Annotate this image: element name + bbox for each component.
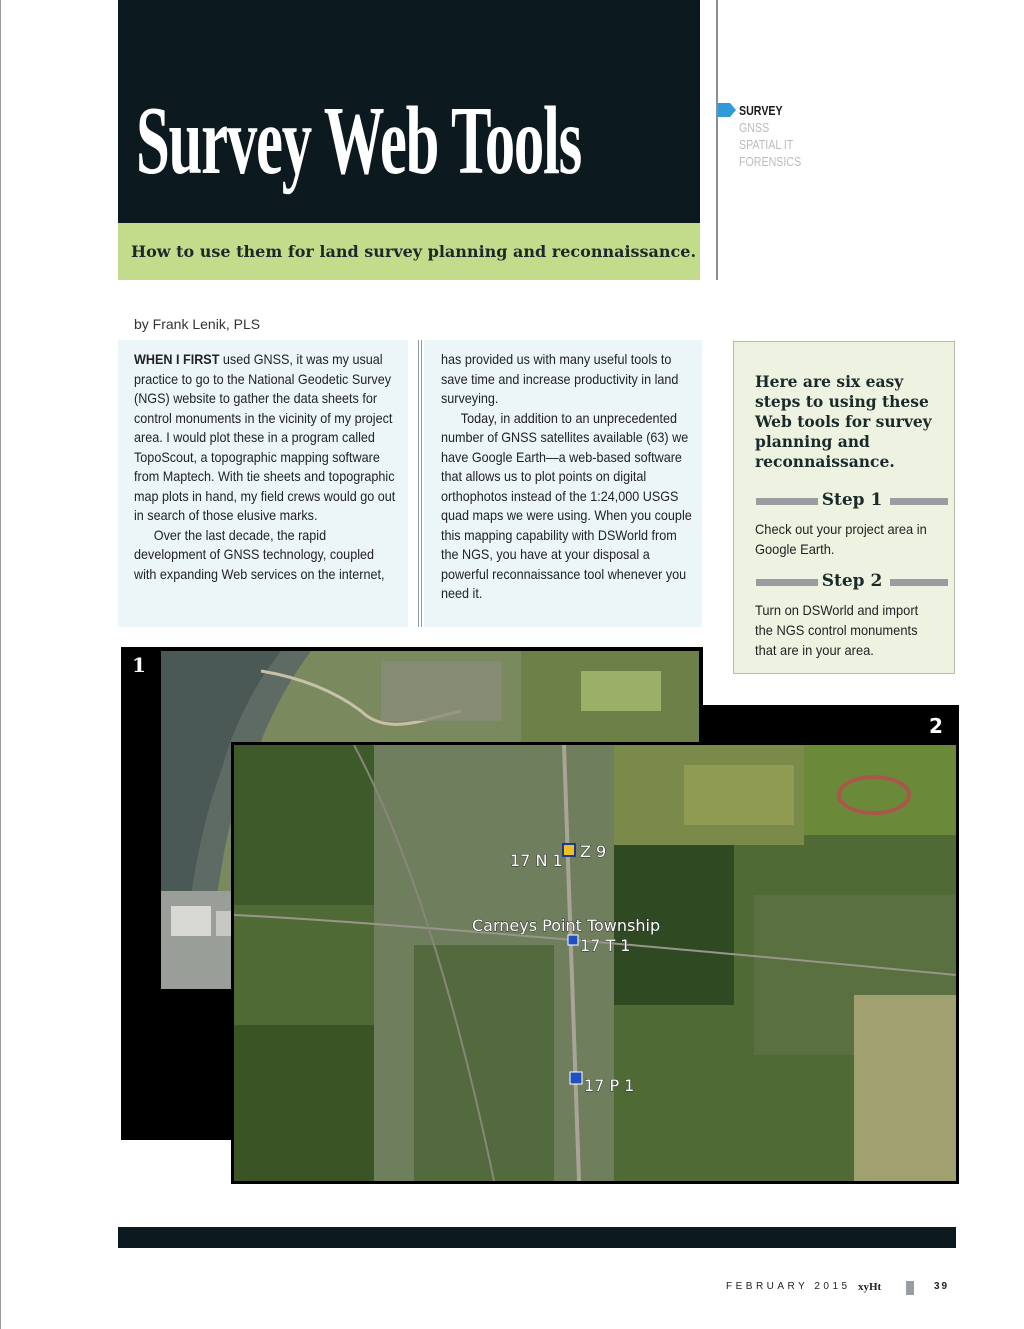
step-1-text: Check out your project area in Google Earth. [755,521,927,557]
control-marker-icon[interactable] [570,1072,582,1084]
step-label: Step 2 [821,571,883,591]
section-item-survey[interactable]: SURVEY [739,103,783,118]
section-list [739,102,815,170]
article-title: Survey Web Tools [136,87,582,195]
marker-label-z9: Z 9 [580,842,607,861]
control-marker-icon[interactable] [563,844,575,856]
sidebar-heading: Here are six easy steps to using these Web tools for survey planning and reconnaissance. [755,372,932,471]
subtitle-banner [118,223,700,280]
marker-label-17p1: 17 P 1 [584,1076,635,1095]
paragraph: Today, in addition to an unprecedented number of GNSS satellites available (63) we have Google Earth—a web-based software that allows us to plot points on digital orthophotos instead of the 1:24,000 USGS quad maps we were using. When you couple this mapping capability with DSWorld from the NGS, you have at your disposal a powerful reconnaissance tool whenever you need it. [441,409,692,601]
place-label-township: Carneys Point Township [472,916,661,935]
article-subtitle: How to use them for land survey planning and reconnaissance. [131,242,697,261]
folio-page-number: 39 [934,1281,950,1292]
control-marker-icon[interactable] [568,935,578,945]
figure-1-number: 1 [132,653,146,677]
step-1-heading [756,490,948,512]
section-item-forensics[interactable]: FORENSICS [739,154,802,169]
steps-sidebar [733,341,955,674]
bottom-rule-bar [118,1227,956,1248]
column-divider [418,340,419,627]
body-column-1 [134,350,397,584]
step-2-heading [756,571,948,593]
section-item-spatial-it[interactable]: SPATIAL IT [739,137,794,152]
figure-2-aerial-map [234,745,956,1181]
figure-2-number: 2 [929,714,943,738]
section-marker-icon [718,103,736,117]
folio-date: FEBRUARY 2015 [726,1281,851,1292]
step-label: Step 1 [821,490,883,510]
column-divider [421,340,422,627]
paragraph [134,350,397,526]
paragraph: has provided us with many useful tools to save time and increase productivity in land surveying. [441,351,679,406]
paragraph-text: used GNSS, it was my usual practice to go to the National Geodetic Survey (NGS) website to gather the data sheets for control monuments in the vicinity of my project area. I would plot these in a program called TopoScout, a topographic mapping software from Maptech. With tie sheets and topographic map plots in hand, my field crews would go out in search of those elusive marks. [134,351,396,523]
lead-in: WHEN I FIRST [134,351,220,367]
folio-separator [906,1281,914,1295]
page-edge-rule [0,0,1,1329]
paragraph: Over the last decade, the rapid development of GNSS technology, coupled with expanding Web services on the internet, [134,526,385,582]
byline: by Frank Lenik, PLS [134,316,261,332]
header-divider [716,0,718,280]
title-banner [118,0,700,223]
folio-magazine: xyHt [858,1281,882,1293]
step-2-text: Turn on DSWorld and import the NGS control monuments that are in your area. [755,602,919,658]
divider [890,579,948,586]
divider [890,498,948,505]
section-item-gnss[interactable]: GNSS [739,120,770,135]
body-column-2 [441,350,693,604]
figure-2-frame [231,742,959,1184]
marker-label-17n1: 17 N 1 [510,851,563,870]
marker-label-17t1: 17 T 1 [580,936,631,955]
figure-2-header-bar [703,705,959,747]
